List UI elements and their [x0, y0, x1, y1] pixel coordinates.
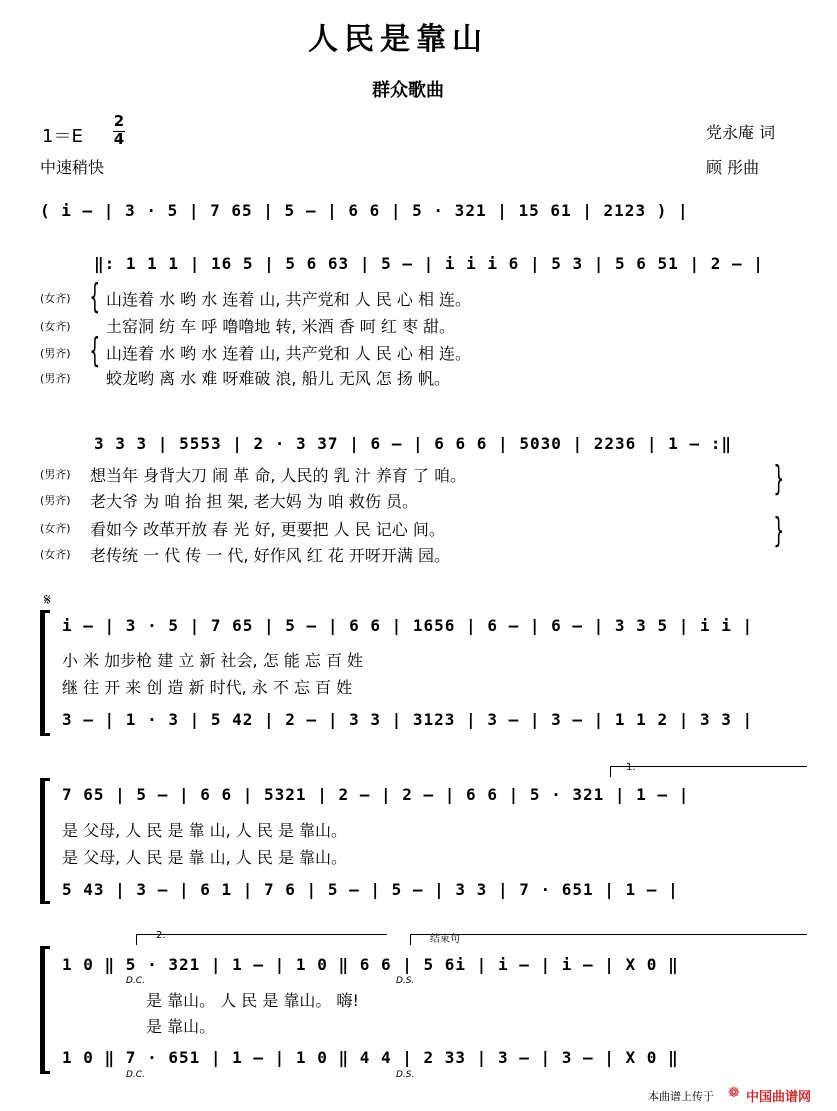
ds-marking: D.S. [396, 1070, 415, 1080]
first-ending-bracket [610, 766, 807, 777]
lyric-line: 土窑洞 纺 车 呼 噜噜地 转, 米酒 香 呵 红 枣 甜。 [106, 317, 456, 336]
tempo-marking: 中速稍快 [40, 158, 105, 177]
voice-label: (女齐) [40, 522, 71, 535]
song-subtitle: 群众歌曲 [372, 80, 444, 101]
lyric-line: 蛟龙哟 离 水 难 呀难破 浪, 船儿 无风 怎 扬 帆。 [106, 369, 450, 388]
site-name[interactable]: 中国曲谱网 [746, 1090, 812, 1105]
coda-upper-notes: 1 0 ‖ 5 · 321 | 1 – | 1 0 ‖ 6 6 | 5 6i | i – | i – | X 0 ‖ [62, 955, 679, 974]
system-bracket-cap [40, 1071, 50, 1074]
verse-b-notes: 3 3 3 | 5553 | 2 · 3 37 | 6 – | 6 6 6 | 5030 | 2236 | 1 – :‖ [94, 434, 732, 453]
time-signature-bottom: 4 [113, 130, 125, 148]
voice-label: (女齐) [40, 292, 71, 305]
system-bracket-cap [40, 901, 50, 904]
segno-sign: 𝄋 [44, 590, 51, 609]
lyric-line: 小 米 加步枪 建 立 新 社会, 怎 能 忘 百 姓 [62, 651, 364, 670]
system-bracket-cap [40, 778, 50, 781]
song-title: 人民是靠山 [308, 22, 488, 57]
system-bracket [40, 612, 45, 734]
second-ending-bracket [136, 934, 387, 945]
second-ending-label: 2. [156, 930, 166, 941]
intro-notes: ( i – | 3 · 5 | 7 65 | 5 – | 6 6 | 5 · 321 | 15 61 | 2123 ) | [40, 201, 689, 220]
lyric-line: 看如今 改革开放 春 光 好, 更要把 人 民 记心 间。 [90, 520, 445, 539]
lyric-line: 山连着 水 哟 水 连着 山, 共产党和 人 民 心 相 连。 [106, 290, 472, 309]
coda-bracket [410, 934, 807, 945]
lyricist-credit: 党永庵 词 [706, 123, 776, 142]
lyric-line: 是 父母, 人 民 是 靠 山, 人 民 是 靠山。 [62, 821, 348, 840]
key-signature: 1＝E [42, 126, 83, 147]
lyric-line: 继 往 开 来 创 造 新 时代, 永 不 忘 百 姓 [62, 678, 353, 697]
chorus-lower-notes: 3 – | 1 · 3 | 5 42 | 2 – | 3 3 | 3123 | 3 – | 3 – | 1 1 2 | 3 3 | [62, 710, 754, 729]
first-ending-label: 1. [626, 762, 636, 773]
lyric-line: 是 靠山。 [146, 1017, 216, 1036]
lyric-brace: { [89, 331, 101, 371]
lyric-line: 想当年 身背大刀 闹 革 命, 人民的 乳 汁 养育 了 咱。 [90, 466, 466, 485]
lyric-line: 老传统 一 代 传 一 代, 好作风 红 花 开呀开满 园。 [90, 546, 450, 565]
dc-marking: D.C. [126, 1070, 145, 1080]
lyric-brace: } [773, 459, 785, 499]
coda-label: 结束句 [430, 934, 460, 945]
system-bracket-cap [40, 610, 50, 613]
upload-note: 本曲谱上传于 [648, 1090, 714, 1103]
ds-marking: D.S. [396, 976, 415, 986]
system-bracket [40, 948, 45, 1072]
composer-credit: 顾 彤曲 [706, 158, 760, 177]
voice-label: (女齐) [40, 548, 71, 561]
lyric-line: 老大爷 为 咱 抬 担 架, 老大妈 为 咱 救伤 员。 [90, 492, 418, 511]
time-signature-top: 2 [113, 112, 125, 130]
lyric-line: 山连着 水 哟 水 连着 山, 共产党和 人 民 心 相 连。 [106, 344, 472, 363]
lyric-line: 是 靠山。 人 民 是 靠山。 嗨! [146, 991, 359, 1010]
voice-label: (女齐) [40, 320, 71, 333]
chorus-lower-notes: 5 43 | 3 – | 6 1 | 7 6 | 5 – | 5 – | 3 3 | 7 · 651 | 1 – | [62, 880, 679, 899]
verse-a-notes: ‖: 1 1 1 | 16 5 | 5 6 63 | 5 – | i i i 6 | 5 3 | 5 6 51 | 2 – | [94, 254, 764, 273]
lyric-brace: { [89, 277, 101, 317]
lyric-line: 是 父母, 人 民 是 靠 山, 人 民 是 靠山。 [62, 848, 348, 867]
dc-marking: D.C. [126, 976, 145, 986]
voice-label: (男齐) [40, 372, 71, 385]
system-bracket [40, 780, 45, 902]
voice-label: (男齐) [40, 347, 71, 360]
system-bracket-cap [40, 946, 50, 949]
chorus-upper-notes: i – | 3 · 5 | 7 65 | 5 – | 6 6 | 1656 | 6 – | 6 – | 3 3 5 | i i | [62, 616, 754, 635]
coda-lower-notes: 1 0 ‖ 7 · 651 | 1 – | 1 0 ‖ 4 4 | 2 33 | 3 – | 3 – | X 0 ‖ [62, 1048, 679, 1067]
voice-label: (男齐) [40, 468, 71, 481]
site-logo-icon: ❁ [728, 1085, 740, 1101]
system-bracket-cap [40, 733, 50, 736]
voice-label: (男齐) [40, 494, 71, 507]
chorus-upper-notes: 7 65 | 5 – | 6 6 | 5321 | 2 – | 2 – | 6 6 | 5 · 321 | 1 – | [62, 785, 690, 804]
lyric-brace: } [773, 511, 785, 551]
